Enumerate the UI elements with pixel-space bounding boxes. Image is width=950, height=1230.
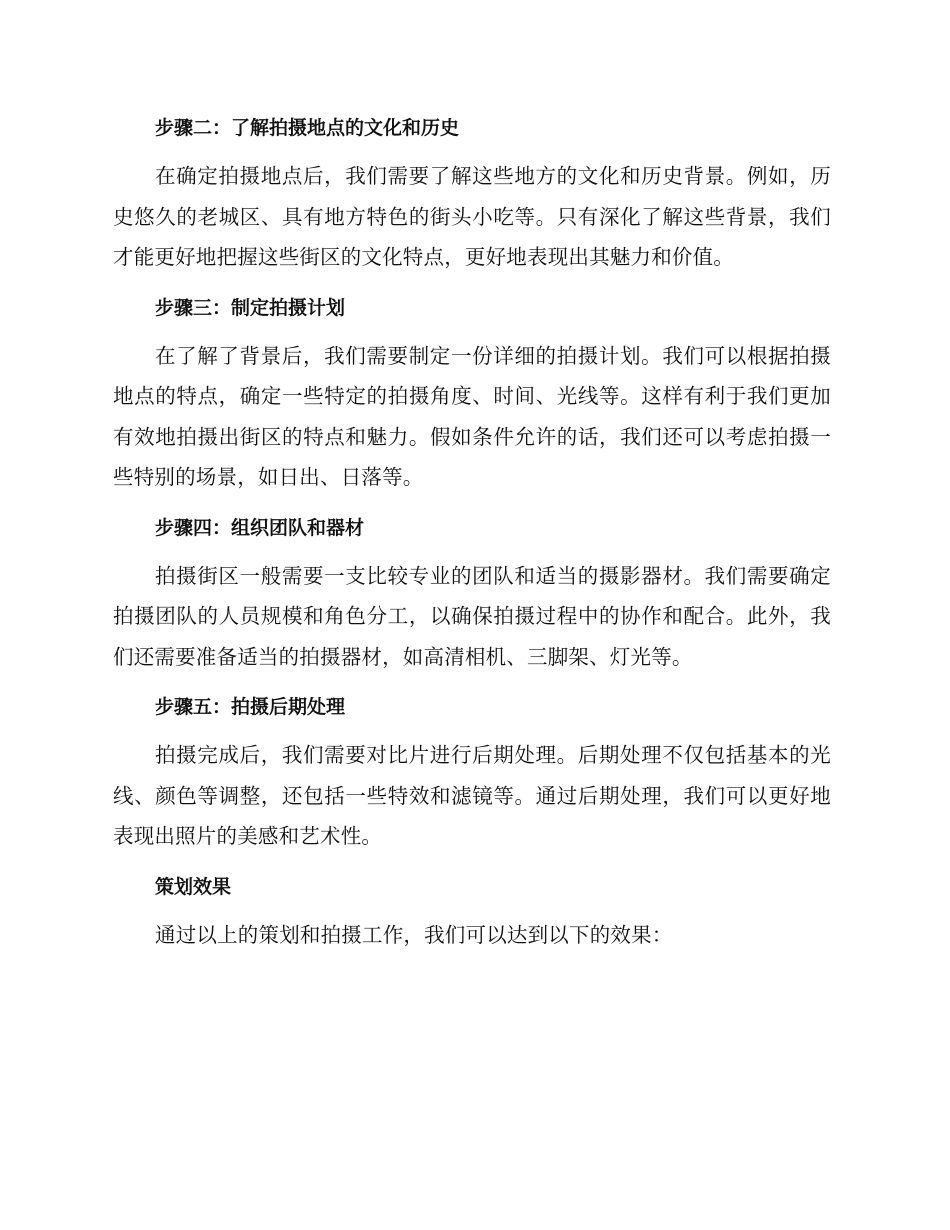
section-heading-step-2: 步骤二：了解拍摄地点的文化和历史 — [155, 117, 460, 139]
section-paragraph-step-4: 拍摄街区一般需要一支比较专业的团队和适当的摄影器材。我们需要确定拍摄团队的人员规模和角色分工，以确保拍摄过程中的协作和配合。此外，我们还需要准备适当的拍摄器材，如高清相机、三脚架、灯光等。 — [113, 563, 831, 669]
section-paragraph-step-5: 拍摄完成后，我们需要对比片进行后期处理。后期处理不仅包括基本的光线、颜色等调整，还包括一些特效和滤镜等。通过后期处理，我们可以更好地表现出照片的美感和艺术性。 — [113, 743, 831, 848]
section-heading-effects: 策划效果 — [155, 875, 232, 898]
section-heading-step-3: 步骤三：制定拍摄计划 — [155, 296, 346, 319]
document-body — [113, 108, 831, 965]
section-paragraph-step-3: 在了解了背景后，我们需要制定一份详细的拍摄计划。我们可以根据拍摄地点的特点，确定一些特定的拍摄角度、时间、光线等。这样有利于我们更加有效地拍摄出街区的特点和魅力。假如条件允许的话，我们还可以考虑拍摄一些特别的场景，如日出、日落等。 — [113, 343, 831, 489]
section-paragraph-step-2: 在确定拍摄地点后，我们需要了解这些地方的文化和历史背景。例如，历史悠久的老城区、具有地方特色的街头小吃等。只有深化了解这些背景，我们才能更好地把握这些街区的文化特点，更好地表现出其魅力和价值。 — [113, 164, 831, 269]
section-heading-step-5: 步骤五：拍摄后期处理 — [155, 696, 346, 718]
section-heading-step-4: 步骤四：组织团队和器材 — [155, 516, 365, 539]
section-paragraph-effects: 通过以上的策划和拍摄工作，我们可以达到以下的效果： — [155, 922, 673, 947]
